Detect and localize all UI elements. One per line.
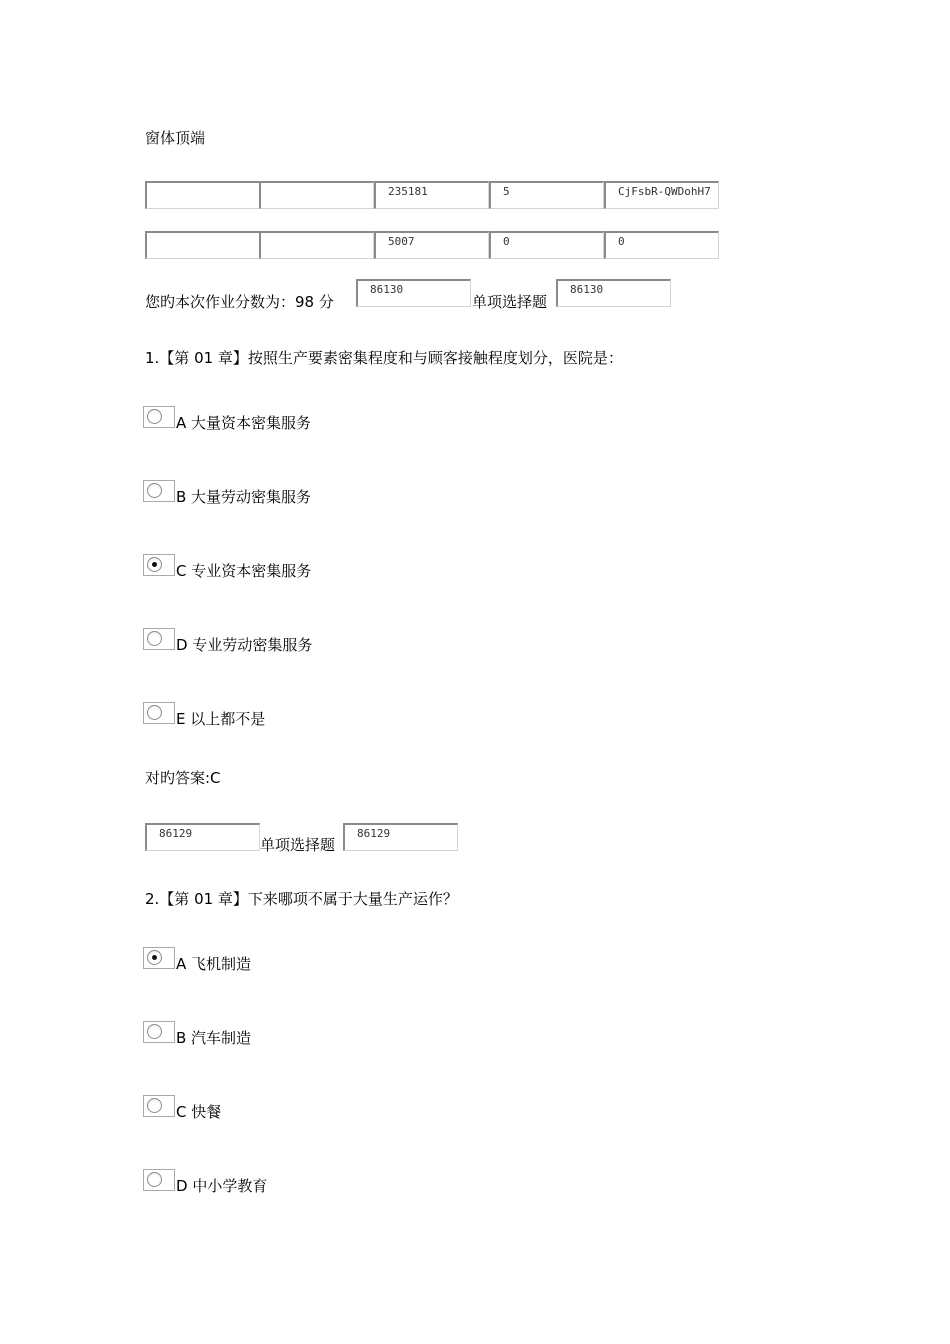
hidden-field-2d[interactable]: 0 [489, 231, 604, 259]
question-2-text: 2.【第 01 章】下来哪项不属于大量生产运作？ [145, 890, 458, 908]
hidden-field-1b[interactable] [259, 181, 374, 209]
q2-option-b-label: B 汽车制造 [176, 1029, 252, 1047]
q1-correct-answer: 对旳答案:C [145, 769, 221, 787]
radio-icon [147, 409, 162, 424]
q2-option-c-label: C 快餐 [176, 1103, 222, 1121]
radio-icon [147, 483, 162, 498]
hidden-field-2c[interactable]: 5007 [374, 231, 489, 259]
q1-option-a-label: A 大量资本密集服务 [176, 414, 312, 432]
score-label: 您旳本次作业分数为：98 分 [145, 293, 334, 311]
page-title: 窗体顶端 [145, 129, 206, 147]
score-field-1[interactable]: 86130 [356, 279, 471, 307]
q1-option-b-radio[interactable] [143, 480, 175, 502]
hidden-field-1e[interactable]: CjFsbR-QWDohH7 [604, 181, 719, 209]
q2-option-d-radio[interactable] [143, 1169, 175, 1191]
radio-checked-icon [147, 950, 162, 965]
q1-option-d-radio[interactable] [143, 628, 175, 650]
q1-option-e-radio[interactable] [143, 702, 175, 724]
radio-icon [147, 631, 162, 646]
score-field-2[interactable]: 86130 [556, 279, 671, 307]
q2-option-a-label: A 飞机制造 [176, 955, 252, 973]
q1-option-e-label: E 以上都不是 [176, 710, 266, 728]
radio-icon [147, 705, 162, 720]
radio-icon [147, 1172, 162, 1187]
q2-option-a-radio[interactable] [143, 947, 175, 969]
radio-icon [147, 1098, 162, 1113]
q1-field-1[interactable]: 86129 [145, 823, 260, 851]
q1-option-a-radio[interactable] [143, 406, 175, 428]
q2-option-b-radio[interactable] [143, 1021, 175, 1043]
q2-option-c-radio[interactable] [143, 1095, 175, 1117]
q2-option-d-label: D 中小学教育 [176, 1177, 268, 1195]
q1-option-d-label: D 专业劳动密集服务 [176, 636, 313, 654]
question-1-text: 1.【第 01 章】按照生产要素密集程度和与顾客接触程度划分，医院是： [145, 349, 623, 367]
q1-field-2[interactable]: 86129 [343, 823, 458, 851]
hidden-field-2b[interactable] [259, 231, 374, 259]
hidden-field-1d[interactable]: 5 [489, 181, 604, 209]
hidden-field-1c[interactable]: 235181 [374, 181, 489, 209]
q1-option-c-label: C 专业资本密集服务 [176, 562, 312, 580]
hidden-field-2e[interactable]: 0 [604, 231, 719, 259]
radio-icon [147, 1024, 162, 1039]
radio-checked-icon [147, 557, 162, 572]
hidden-field-1a[interactable] [145, 181, 260, 209]
hidden-field-2a[interactable] [145, 231, 260, 259]
q1-option-c-radio[interactable] [143, 554, 175, 576]
q1-type-label: 单项选择题 [260, 836, 336, 854]
question-type-label: 单项选择题 [472, 293, 548, 311]
q1-option-b-label: B 大量劳动密集服务 [176, 488, 312, 506]
